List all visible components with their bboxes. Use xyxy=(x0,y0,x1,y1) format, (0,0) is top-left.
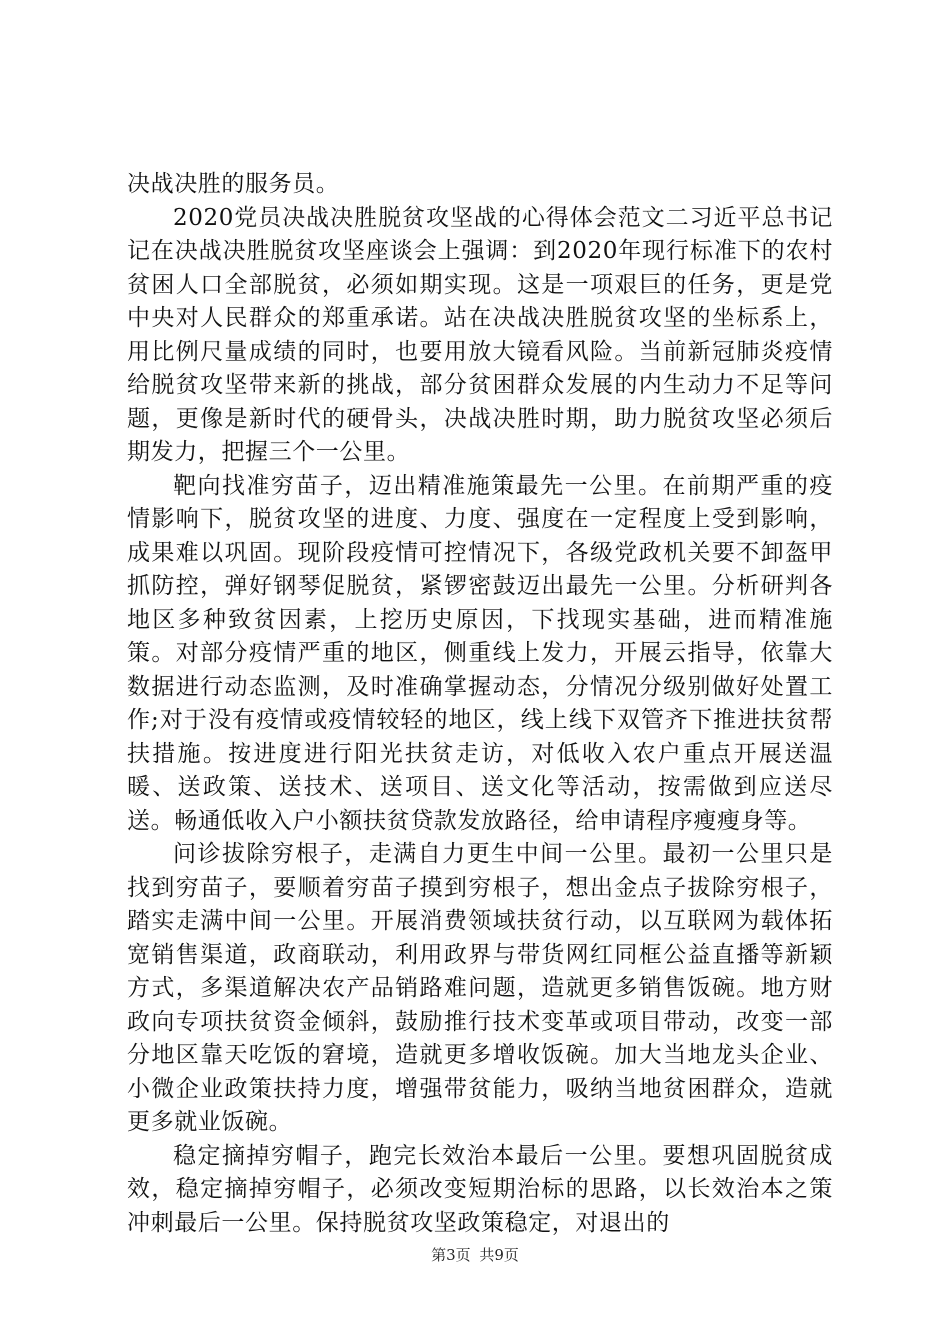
page-total: 共9页 xyxy=(479,1246,519,1264)
paragraph-last-kilometer: 稳定摘掉穷帽子，跑完长效治本最后一公里。要想巩固脱贫成效，稳定摘掉穷帽子，必须改变短期治标的思路，以长效治本之策冲刺最后一公里。保持脱贫攻坚政策稳定，对退出的 xyxy=(127,1142,833,1236)
paragraph-intro: 2020党员决战决胜脱贫攻坚战的心得体会范文二习近平总书记记在决战决胜脱贫攻坚座谈会上强调：到2020年现行标准下的农村贫困人口全部脱贫，必须如期实现。这是一项艰巨的任务，更是党中央对人民群众的郑重承诺。站在决战决胜脱贫攻坚的坐标系上，用比例尺量成绩的同时，也要用放大镜看风险。当前新冠肺炎疫情给脱贫攻坚带来新的挑战，部分贫困群众发展的内生动力不足等问题，更像是新时代的硬骨头，决战决胜时期，助力脱贫攻坚必须后期发力，把握三个一公里。 xyxy=(127,204,833,465)
paragraph-continuation: 决战决胜的服务员。 xyxy=(127,171,340,197)
paragraph-middle-kilometer: 问诊拔除穷根子，走满自力更生中间一公里。最初一公里只是找到穷苗子，要顺着穷苗子摸到穷根子，想出金点子拔除穷根子，踏实走满中间一公里。开展消费领域扶贫行动，以互联网为载体拓宽销售渠道，政商联动，利用政界与带货网红同框公益直播等新颖方式，多渠道解决农产品销路难问题，造就更多销售饭碗。地方财政向专项扶贫资金倾斜，鼓励推行技术变革或项目带动，改变一部分地区靠天吃饭的窘境，造就更多增收饭碗。加大当地龙头企业、小微企业政策扶持力度，增强带贫能力，吸纳当地贫困群众，造就更多就业饭碗。 xyxy=(127,841,833,1135)
page-number: 第3页 xyxy=(431,1246,471,1264)
page-footer xyxy=(0,1244,950,1265)
document-body xyxy=(127,168,833,1240)
paragraph-first-kilometer: 靶向找准穷苗子，迈出精准施策最先一公里。在前期严重的疫情影响下，脱贫攻坚的进度、力度、强度在一定程度上受到影响，成果难以巩固。现阶段疫情可控情况下，各级党政机关要不卸盔甲抓防控，弹好钢琴促脱贫，紧锣密鼓迈出最先一公里。分析研判各地区多种致贫因素，上挖历史原因，下找现实基础，进而精准施策。对部分疫情严重的地区，侧重线上发力，开展云指导，依靠大数据进行动态监测，及时准确掌握动态，分情况分级别做好处置工作;对于没有疫情或疫情较轻的地区，线上线下双管齐下推进扶贫帮扶措施。按进度进行阳光扶贫走访，对低收入农户重点开展送温暖、送政策、送技术、送项目、送文化等活动，按需做到应送尽送。畅通低收入户小额扶贫贷款发放路径，给申请程序瘦瘦身等。 xyxy=(127,472,833,834)
